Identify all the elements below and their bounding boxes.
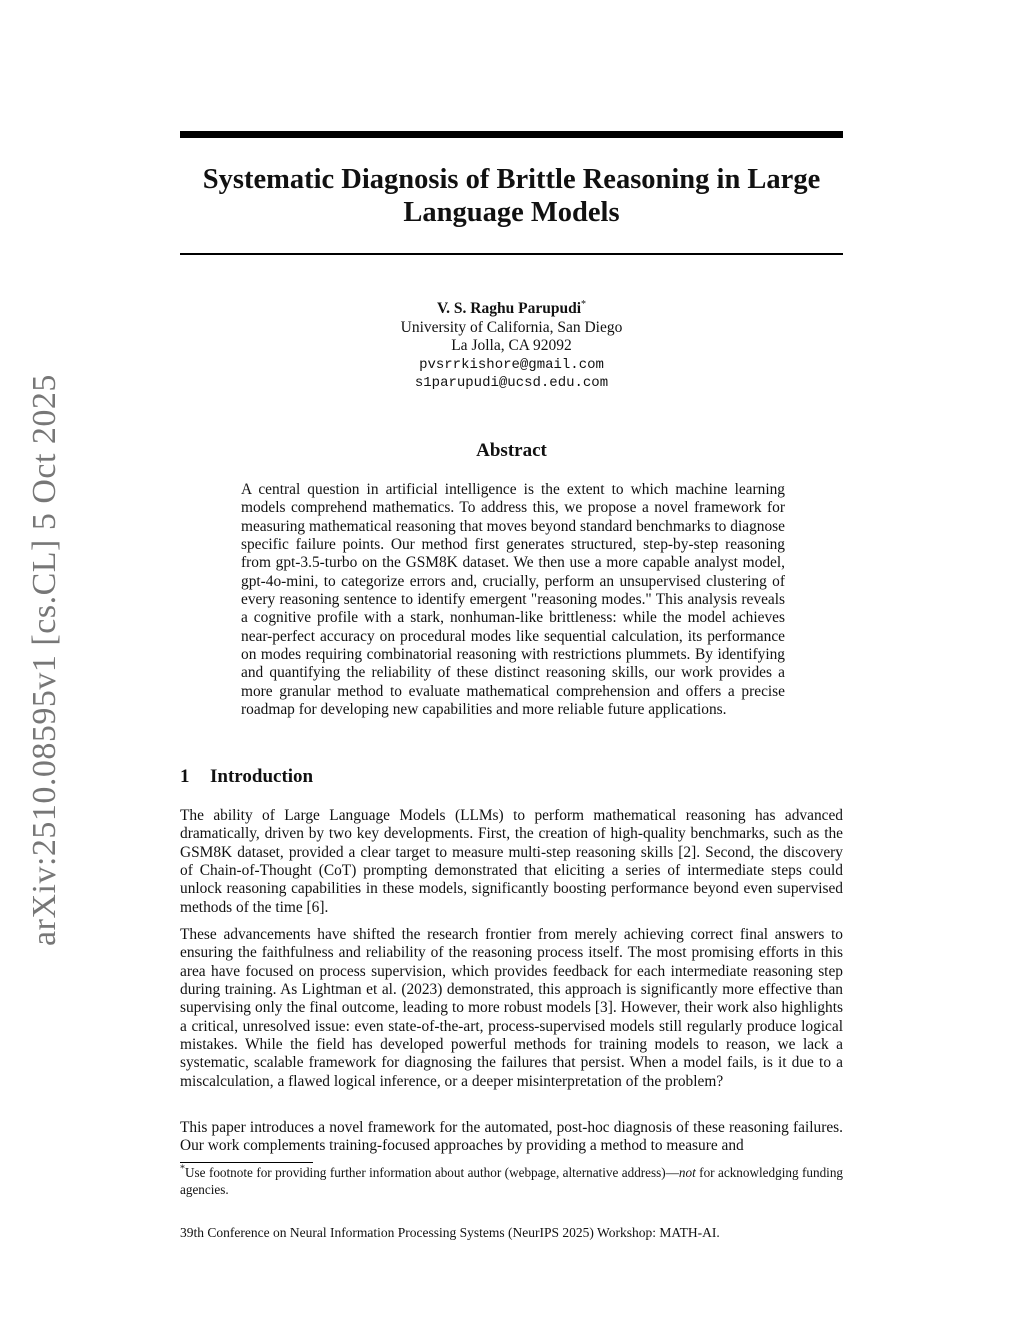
section-heading-introduction [180,766,313,788]
arxiv-stamp-text: arXiv:2510.08595v1 [cs.CL] 5 Oct 2025 [26,374,63,946]
title-rule-bottom [180,253,843,255]
footnote-marker: * [180,1163,185,1175]
author-affiliation: University of California, San Diego [400,318,623,336]
intro-paragraph: These advancements have shifted the research frontier from merely achieving correct final answers to ensuring the faithfulness and reliability of the reasoning process itself. The most promising efforts in this area have focused on process supervision, which provides feedback for each intermediate reasoning step during training. As Lightman et al. (2023) demonstrated, this approach is significantly more effective than supervising only the final outcome, leading to more robust models [3]. However, their work also highlights a critical, unresolved issue: even state-of-the-art, process-supervised models still regularly produce logical mistakes. While the field has developed powerful methods for training models to reason, we lack a systematic, scalable framework for diagnosing the failures that persist. When a model fails, is it due to a miscalculation, a flawed logical inference, or a deeper misinterpretation of the problem? [180,926,843,1090]
title-rule-top [180,131,843,138]
abstract-heading: Abstract [476,440,547,461]
intro-paragraph: This paper introduces a novel framework for the automated, post-hoc diagnosis of these reasoning failures. Our work complements training-focused approaches by providing a method to measure and [180,1119,843,1155]
author-email[interactable]: pvsrrkishore@gmail.com [419,356,604,373]
abstract-text: A central question in artificial intelligence is the extent to which machine learning models comprehend mathematics. To address this, we propose a novel framework for measuring mathematical reasoning that moves beyond standard benchmarks to diagnose specific failure points. Our method first generates structured, step-by-step reasoning from gpt-3.5-turbo on the GSM8K dataset. We then use a more capable analyst model, gpt-4o-mini, to categorize errors and, crucially, perform an unsupervised clustering of every reasoning sentence to identify emergent "reasoning modes." This analysis reveals a cognitive profile with a stark, nonhuman-like brittleness: while the model achieves near-perfect accuracy on procedural modes like sequential calculation, its performance on modes requiring combinatorial reasoning with restrictions plummets. By identifying and quantifying the reliability of these distinct reasoning skills, our work provides a more granular method to evaluate mathematical comprehension and offers a precise roadmap for developing new capabilities and more reliable future applications. [241,481,785,719]
section-title: Introduction [210,766,314,787]
section-number: 1 [180,766,190,787]
footnote-emphasis: not [678,1165,696,1180]
author-block [180,300,843,393]
author-email[interactable]: s1parupudi@ucsd.edu.com [414,375,609,391]
author-footnote-marker: * [581,298,586,310]
author-location: La Jolla, CA 92092 [451,337,572,354]
conference-footer: 39th Conference on Neural Information Processing Systems (NeurIPS 2025) Workshop: MATH-AI. [180,1225,720,1240]
footnote-text-after: for acknowledging funding agencies. [180,1165,844,1197]
intro-paragraph: The ability of Large Language Models (LLMs) to perform mathematical reasoning has advanced dramatically, driven by two key developments. First, the creation of high-quality benchmarks, such as the GSM8K dataset, provided a clear target to measure multi-step reasoning skills [2]. Second, the discovery of Chain-of-Thought (CoT) prompting demonstrated that eliciting a series of intermediate steps could unlock reasoning capabilities in these models, significantly boosting performance beyond even supervised methods of the time [6]. [180,807,843,916]
paper-title: Systematic Diagnosis of Brittle Reasoning in Large Language Models [202,164,821,228]
author-name: V. S. Raghu Parupudi [436,300,581,317]
footnote-rule [180,1162,313,1163]
footnote [180,1164,843,1198]
footnote-text-before: Use footnote for providing further information about author (webpage, alternative address)— [185,1165,679,1180]
